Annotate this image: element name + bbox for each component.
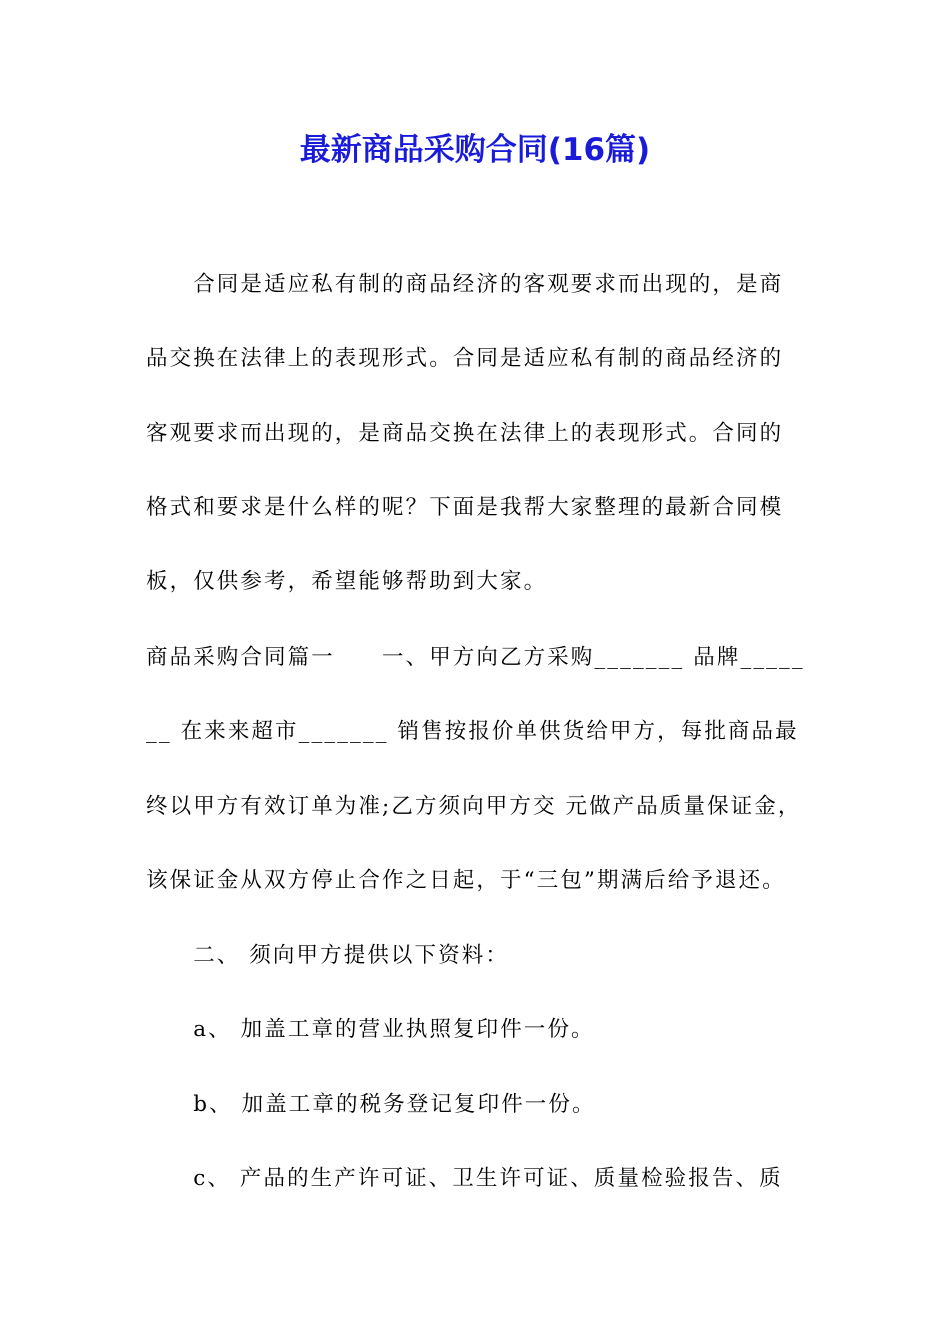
- paragraph-line: 商品采购合同篇一 一、甲方向乙方采购_______ 品牌_____: [146, 645, 805, 670]
- document-title: 最新商品采购合同(16篇): [299, 132, 651, 168]
- paragraph-line: c、 产品的生产许可证、卫生许可证、质量检验报告、质: [146, 1166, 783, 1191]
- paragraph-line: b、 加盖工章的税务登记复印件一份。: [146, 1092, 596, 1117]
- paragraph-line: a、 加盖工章的营业执照复印件一份。: [146, 1017, 595, 1042]
- paragraph-line: 该保证金从双方停止合作之日起，于“三包”期满后给予退还。: [146, 868, 786, 893]
- paragraph-line: 客观要求而出现的，是商品交换在法律上的表现形式。合同的: [146, 421, 784, 446]
- paragraph-line: 终以甲方有效订单为准;乙方须向甲方交 元做产品质量保证金，: [146, 794, 802, 819]
- paragraph-line: 格式和要求是什么样的呢？下面是我帮大家整理的最新合同模: [146, 495, 784, 520]
- paragraph-line: 二、 须向甲方提供以下资料：: [146, 943, 509, 968]
- paragraph-line: 合同是适应私有制的商品经济的客观要求而出现的，是商: [146, 272, 784, 297]
- paragraph-line: __ 在来来超市_______ 销售按报价单供货给甲方，每批商品最: [146, 719, 799, 744]
- paragraph-line: 板，仅供参考，希望能够帮助到大家。: [146, 569, 548, 594]
- paragraph-line: 品交换在法律上的表现形式。合同是适应私有制的商品经济的: [146, 346, 784, 371]
